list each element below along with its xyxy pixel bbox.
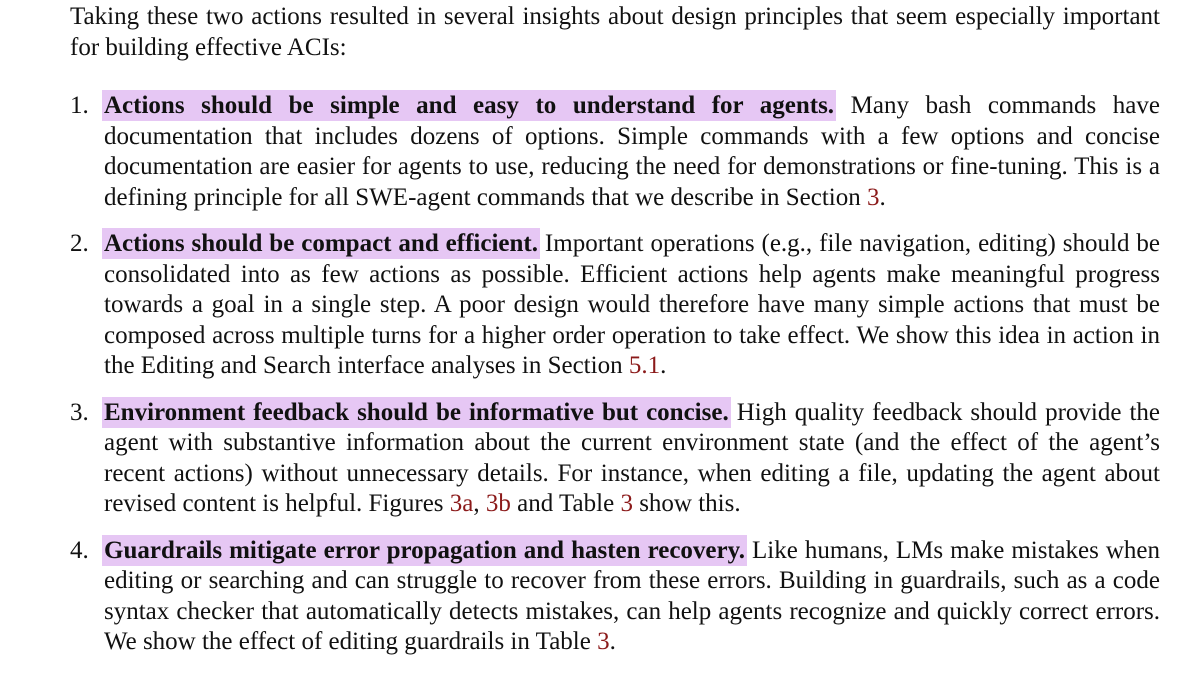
figure-reference-link[interactable]: 3a (449, 490, 474, 517)
item-body: Many bash commands have documentation that includes dozens of options. Simple commands with a few options and concise documentation are easier for agents to use, reducing the need for demonstrations or fine-tuning. This is a defining principle for all SWE-agent commands that we describe in Section (104, 92, 1160, 211)
paper-excerpt (70, 2, 1160, 674)
list-number: 1. (70, 92, 89, 119)
separator-text: , (473, 490, 486, 517)
item-body-end: . (609, 628, 616, 655)
figure-reference-link[interactable]: 3b (485, 490, 511, 517)
intro-paragraph: Taking these two actions resulted in several insights about design principles that seem especially important for building effective ACIs: (70, 3, 1160, 61)
list-item-4 (70, 536, 1160, 658)
list-item-3 (70, 398, 1160, 520)
item-body: Like humans, LMs make mistakes when editing or searching and can struggle to recover from these errors. Building in guardrails, such as a code syntax checker that automatically detects mistakes, can help agents recognize and quickly correct errors. We show the effect of editing guardrails in Table (104, 536, 1160, 655)
item-body-end: . (660, 352, 667, 379)
item-body: High quality feedback should provide the agent with substantive information about the current environment state (and the effect of the agent’s recent actions) without unnecessary details. For instance, when editing a file, updating the agent about revised content is helpful. Figures (104, 398, 1160, 517)
section-reference-link[interactable]: 3 (866, 183, 880, 211)
highlighted-heading: Actions should be simple and easy to understand for agents. (104, 92, 835, 119)
separator-text: and Table (510, 490, 621, 517)
section-reference-link[interactable]: 5.1 (628, 352, 661, 379)
highlighted-heading: Actions should be compact and efficient. (104, 230, 538, 257)
item-body-end: . (879, 183, 886, 211)
list-number: 2. (70, 230, 89, 257)
list-number: 4. (70, 536, 89, 564)
highlighted-heading: Guardrails mitigate error propagation and hasten recovery. (104, 536, 745, 564)
list-number: 3. (70, 398, 89, 426)
highlighted-heading: Environment feedback should be informative but concise. (104, 398, 729, 426)
item-body: Important operations (e.g., file navigation, editing) should be consolidated into as few actions as possible. Efficient actions help agents make meaningful progress towards a goal in a single step. A poor design would therefore have many simple actions that must be composed across multiple turns for a higher order operation to take effect. We show this idea in action in the Editing and Search interface analyses in Section (104, 230, 1160, 379)
item-body-end: show this. (632, 490, 741, 517)
list-item-2 (70, 229, 1160, 382)
table-reference-link[interactable]: 3 (597, 628, 610, 655)
table-reference-link[interactable]: 3 (620, 490, 633, 517)
list-item-1 (70, 91, 1160, 213)
